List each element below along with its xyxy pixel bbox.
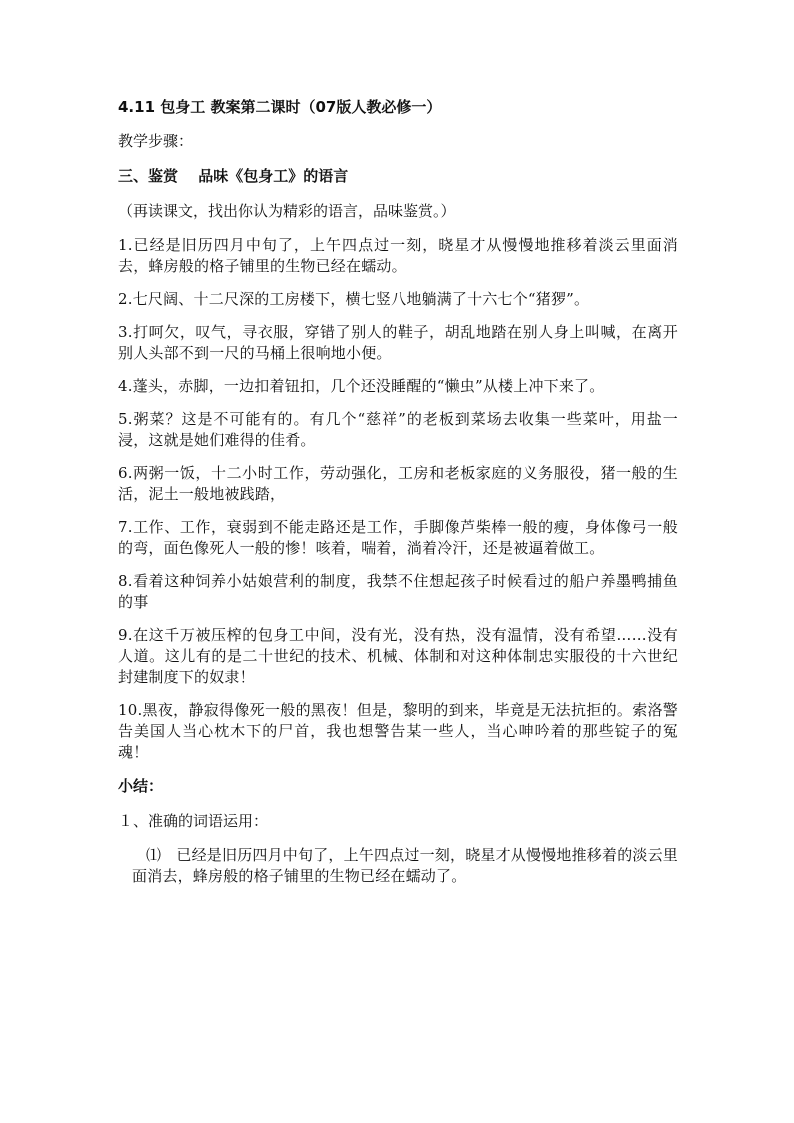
paragraph-7: 7.工作、工作，衰弱到不能走路还是工作，手脚像芦柴棒一般的瘦，身体像弓一般的弯，面色像死人一般的惨！咳着，喘着，淌着冷汗，还是被逼着做工。	[118, 518, 678, 557]
paragraph-4: 4.蓬头，赤脚，一边扣着钮扣，几个还没睡醒的“懒虫”从楼上冲下来了。	[118, 377, 605, 395]
paragraph-6: 6.两粥一饭，十二小时工作，劳动强化，工房和老板家庭的义务服役，猪一般的生活，泥土一般地被践踏，	[118, 464, 678, 503]
paragraph-10: 10.黑夜，静寂得像死一般的黑夜！但是，黎明的到来，毕竟是无法抗拒的。索洛警告美国人当心枕木下的尸首，我也想警告某一些人，当心呻吟着的那些锭子的冤魂！	[118, 701, 678, 761]
steps-label: 教学步骤：	[118, 132, 194, 150]
document-page	[118, 96, 678, 899]
paragraph-5: 5.粥菜？这是不可能有的。有几个“慈祥”的老板到菜场去收集一些菜叶，用盐一浸，这就是她们难得的佳肴。	[118, 410, 678, 449]
paragraph-8: 8.看着这种饲养小姑娘营利的制度，我禁不住想起孩子时候看过的船户养墨鸭捕鱼的事	[118, 572, 678, 611]
summary-point: １、准确的词语运用：	[118, 812, 269, 830]
paragraph-2: 2.七尺阔、十二尺深的工房楼下，横七竖八地躺满了十六七个“猪猡”。	[118, 290, 590, 308]
instruction-text: （再读课文，找出你认为精彩的语言，品味鉴赏。）	[118, 202, 456, 220]
summary-example: ⑴ 已经是旧历四月中旬了，上午四点过一刻，晓星才从慢慢地推移着的淡云里面消去，蜂房般的格子铺里的生物已经在蠕动了。	[132, 846, 679, 885]
paragraph-9: 9.在这千万被压榨的包身工中间，没有光，没有热，没有温情，没有希望……没有人道。这儿有的是二十世纪的技术、机械、体制和对这种体制忠实服役的十六世纪封建制度下的奴隶！	[118, 626, 678, 686]
paragraph-1: 1.已经是旧历四月中旬了，上午四点过一刻，晓星才从慢慢地推移着淡云里面消去，蜂房般的格子铺里的生物已经在蠕动。	[118, 236, 678, 275]
paragraph-3: 3.打呵欠，叹气，寻衣服，穿错了别人的鞋子，胡乱地踏在别人身上叫喊，在离开别人头部不到一尺的马桶上很响地小便。	[118, 323, 678, 362]
section-heading: 三、鉴赏 品味《包身工》的语言	[118, 167, 349, 185]
document-title: 4.11 包身工 教案第二课时（07版人教必修一）	[118, 98, 442, 116]
summary-label: 小结：	[118, 777, 164, 795]
